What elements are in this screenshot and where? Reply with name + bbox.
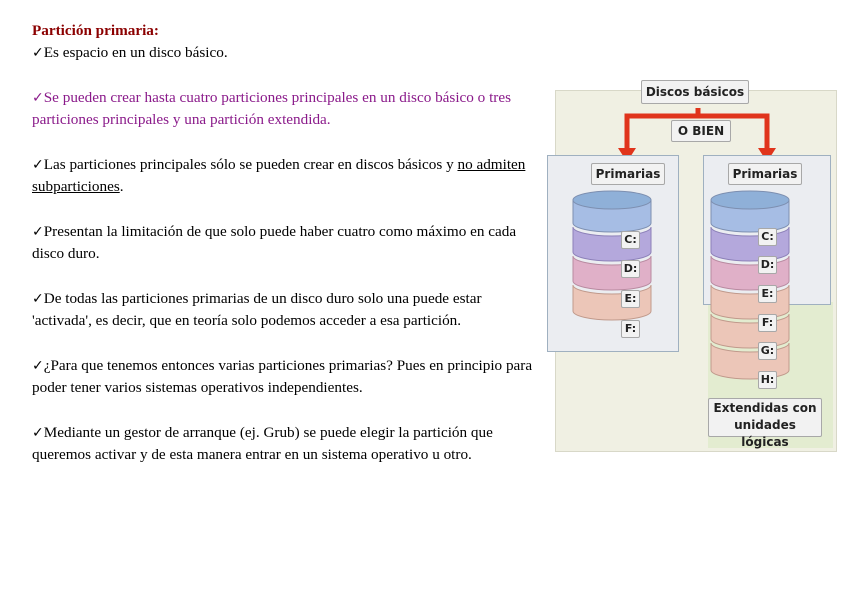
left-drive-e-label: E: <box>621 290 640 308</box>
text-column <box>32 20 537 466</box>
check-icon: ✓ <box>32 90 44 106</box>
bullet-item <box>32 87 537 131</box>
right-drive-c-label: C: <box>758 228 777 246</box>
left-drive-d-label: D: <box>621 260 640 278</box>
bullet-text: Se pueden crear hasta cuatro particiones principales en un disco básico o tres particiones principales y una partición extendida. <box>32 89 511 128</box>
basic-disks-label: Discos básicos <box>641 80 749 104</box>
bullet-text-end: . <box>119 178 124 195</box>
bullet-item <box>32 221 537 265</box>
left-drive-c-label: C: <box>621 231 640 249</box>
check-icon: ✓ <box>32 224 44 240</box>
extended-label-line-1: Extendidas con <box>713 401 817 415</box>
bullet-underlined-text: no admiten subparticiones <box>32 156 526 195</box>
bullet-text: ¿Para que tenemos entonces varias particiones primarias? Pues en principio para poder tener varios sistemas operativos independientes. <box>32 357 533 396</box>
check-icon: ✓ <box>32 291 44 307</box>
right-primary-label: Primarias <box>728 163 802 185</box>
bullet-item <box>32 42 537 64</box>
right-disk-c <box>711 191 789 232</box>
left-primary-label: Primarias <box>591 163 665 185</box>
extended-logical-label <box>708 398 822 449</box>
bullet-item <box>32 422 537 466</box>
section-title: Partición primaria: <box>32 22 159 39</box>
bullet-item <box>32 355 537 399</box>
disk-partition-diagram <box>552 80 842 450</box>
right-drive-h-label: H: <box>758 371 777 389</box>
right-disk-stack <box>552 80 842 450</box>
check-icon: ✓ <box>32 358 44 374</box>
extended-label-line-2: unidades lógicas <box>734 418 796 449</box>
bullet-text: Presentan la limitación de que solo puede haber cuatro como máximo en cada disco duro. <box>32 223 517 262</box>
bullet-item <box>32 288 537 332</box>
or-label: O BIEN <box>671 120 731 142</box>
left-drive-f-label: F: <box>621 320 640 338</box>
right-drive-d-label: D: <box>758 256 777 274</box>
bullet-text: De todas las particiones primarias de un disco duro solo una puede estar 'activada', es decir, que en teoría solo podemos acceder a esa partición. <box>32 290 482 329</box>
bullet-item <box>32 154 537 198</box>
check-icon: ✓ <box>32 425 44 441</box>
check-icon: ✓ <box>32 45 44 61</box>
bullet-text: Mediante un gestor de arranque (ej. Grub) se puede elegir la partición que queremos activar y de esta manera entrar en un sistema operativo u otro. <box>32 424 493 463</box>
right-drive-f-label: F: <box>758 314 777 332</box>
right-drive-e-label: E: <box>758 285 777 303</box>
bullet-text: Las particiones principales sólo se pueden crear en discos básicos y <box>43 156 458 173</box>
bullet-text: Es espacio en un disco básico. <box>43 44 228 61</box>
check-icon: ✓ <box>32 157 44 173</box>
right-drive-g-label: G: <box>758 342 777 360</box>
